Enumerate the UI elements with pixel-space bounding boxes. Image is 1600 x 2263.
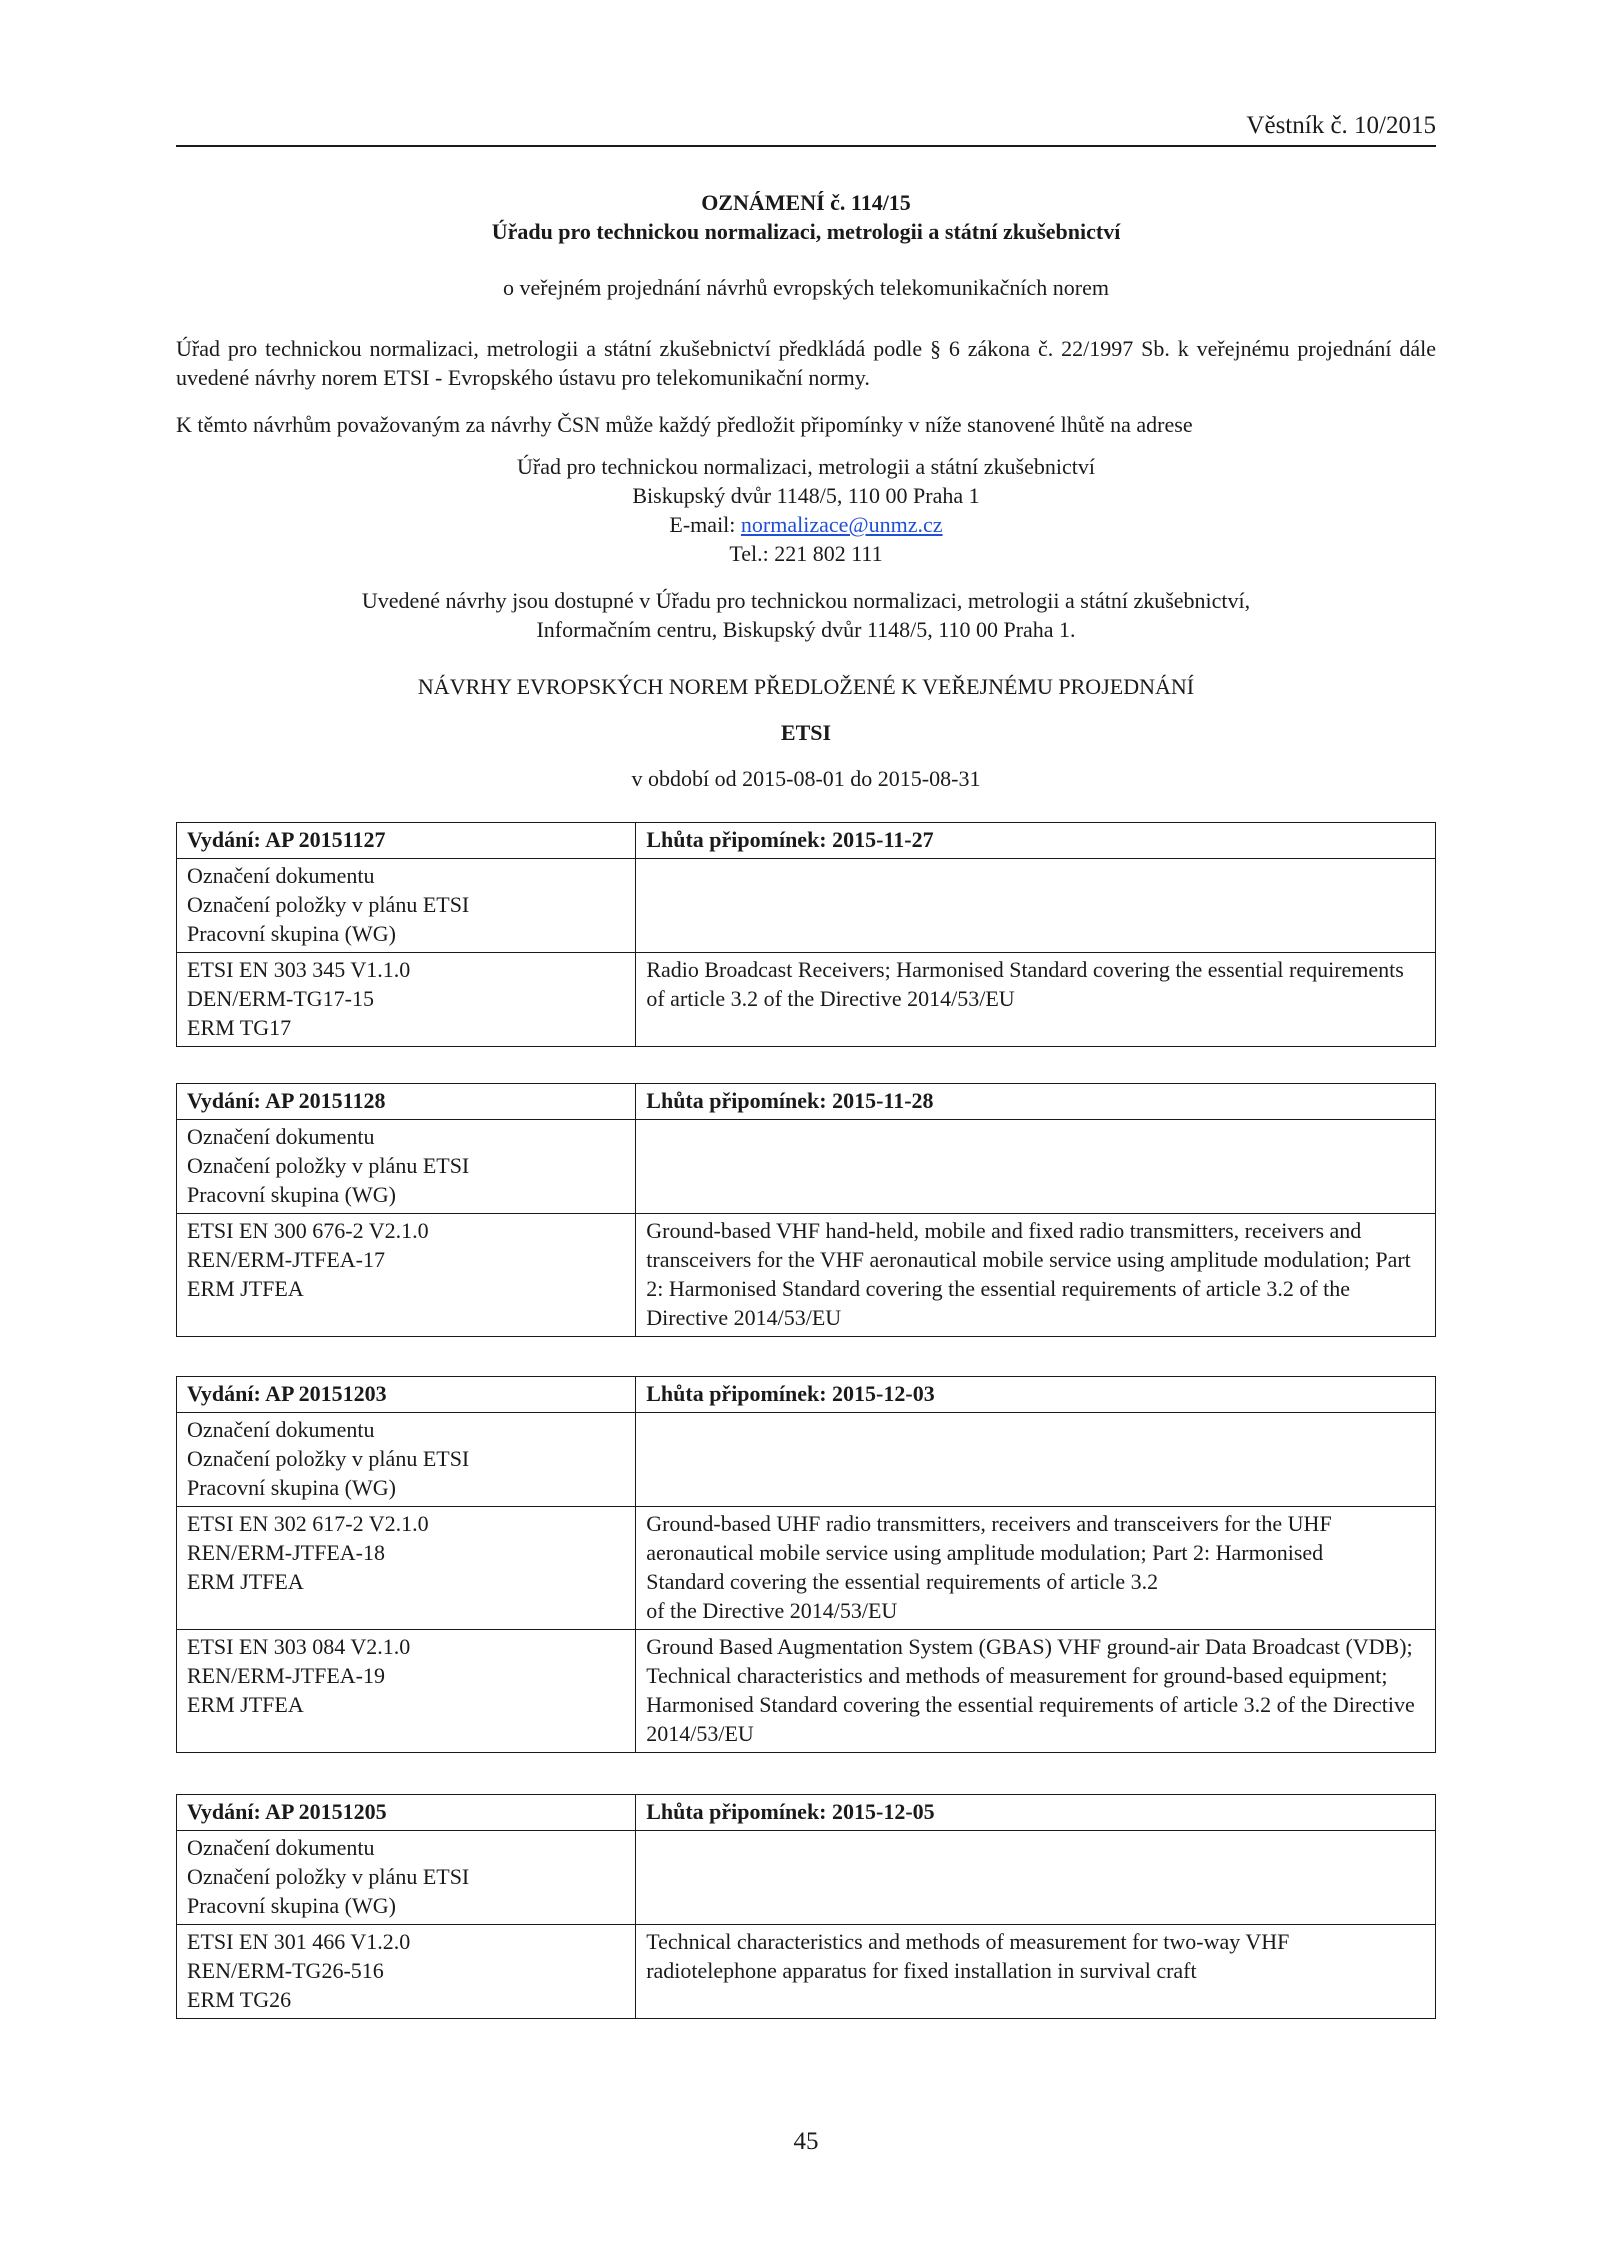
working-group: ERM JTFEA xyxy=(187,1276,304,1301)
availability-line-1: Uvedené návrhy jsou dostupné v Úřadu pro technickou normalizaci, metrologii a státní zkušebnictví, xyxy=(361,588,1251,613)
legend-plan-item: Označení položky v plánu ETSI xyxy=(187,1153,470,1178)
standard-title-line: Ground-based UHF radio transmitters, receivers and transceivers for the UHF xyxy=(646,1511,1332,1536)
issue-number: Vydání: AP 20151205 xyxy=(177,1795,636,1831)
standard-title-line: Standard covering the essential requirements of article 3.2 xyxy=(646,1569,1159,1594)
working-group: ERM TG26 xyxy=(187,1987,292,2012)
standard-title xyxy=(636,1507,1436,1630)
comment-deadline: Lhůta připomínek: 2015-12-03 xyxy=(636,1377,1436,1413)
legend-cell xyxy=(177,859,636,953)
document-id: ETSI EN 303 345 V1.1.0 xyxy=(187,957,411,982)
legend-empty-cell xyxy=(636,1120,1436,1214)
standard-title-line: aeronautical mobile service using amplitude modulation; Part 2: Harmonised xyxy=(646,1540,1324,1565)
document-id: ETSI EN 300 676-2 V2.1.0 xyxy=(187,1218,429,1243)
issue-table xyxy=(176,1083,1436,1337)
comments-paragraph: K těmto návrhům považovaným za návrhy ČSN může každý předložit připomínky v níže stanovené lhůtě na adrese xyxy=(176,412,1193,437)
plan-item-id: REN/ERM-JTFEA-17 xyxy=(187,1247,385,1272)
legend-plan-item: Označení položky v plánu ETSI xyxy=(187,1446,470,1471)
legend-working-group: Pracovní skupina (WG) xyxy=(187,1475,396,1500)
legend-empty-cell xyxy=(636,1413,1436,1507)
section-period: v období od 2015-08-01 do 2015-08-31 xyxy=(631,766,981,791)
standard-title: Technical characteristics and methods of measurement for two-way VHF radiotelephone apparatus for fixed installation in survival craft xyxy=(636,1925,1436,2019)
legend-working-group: Pracovní skupina (WG) xyxy=(187,1893,396,1918)
availability-note xyxy=(176,586,1436,644)
intro-paragraph: Úřad pro technickou normalizaci, metrologii a státní zkušebnictví předkládá podle § 6 zákona č. 22/1997 Sb. k veřejnému projednání dále uvedené návrhy norem ETSI - Evropského ústavu pro telekomunikační normy. xyxy=(176,336,1436,390)
address-street: Biskupský dvůr 1148/5, 110 00 Praha 1 xyxy=(632,483,980,508)
working-group: ERM JTFEA xyxy=(187,1692,304,1717)
plan-item-id: DEN/ERM-TG17-15 xyxy=(187,986,374,1011)
legend-document-id: Označení dokumentu xyxy=(187,1124,375,1149)
document-id: ETSI EN 302 617-2 V2.1.0 xyxy=(187,1511,429,1536)
legend-document-id: Označení dokumentu xyxy=(187,1417,375,1442)
legend-cell xyxy=(177,1120,636,1214)
issue-number: Vydání: AP 20151127 xyxy=(177,823,636,859)
issue-number: Vydání: AP 20151128 xyxy=(177,1084,636,1120)
legend-empty-cell xyxy=(636,859,1436,953)
availability-line-2: Informačním centru, Biskupský dvůr 1148/5, 110 00 Praha 1. xyxy=(536,617,1076,642)
standard-ids-cell xyxy=(177,953,636,1047)
section-heading: NÁVRHY EVROPSKÝCH NOREM PŘEDLOŽENÉ K VEŘEJNÉMU PROJEDNÁNÍ xyxy=(417,674,1195,699)
document-id: ETSI EN 301 466 V1.2.0 xyxy=(187,1929,411,1954)
working-group: ERM TG17 xyxy=(187,1015,292,1040)
email-link[interactable]: normalizace@unmz.cz xyxy=(740,512,943,537)
comment-deadline: Lhůta připomínek: 2015-12-05 xyxy=(636,1795,1436,1831)
comment-deadline: Lhůta připomínek: 2015-11-28 xyxy=(636,1084,1436,1120)
page-number: 45 xyxy=(793,2128,819,2155)
announcement-topic: o veřejném projednání návrhů evropských telekomunikačních norem xyxy=(502,275,1110,300)
standard-title: Ground-based VHF hand-held, mobile and fixed radio transmitters, receivers and transceivers for the VHF aeronautical mobile service using amplitude modulation; Part 2: Harmonised Standard covering the essential requirements of article 3.2 of the Directive 2014/53/EU xyxy=(636,1214,1436,1337)
issue-number: Vydání: AP 20151203 xyxy=(177,1377,636,1413)
issue-table xyxy=(176,822,1436,1047)
issue-table xyxy=(176,1376,1436,1753)
legend-plan-item: Označení položky v plánu ETSI xyxy=(187,892,470,917)
plan-item-id: REN/ERM-TG26-516 xyxy=(187,1958,384,1983)
address-phone: Tel.: 221 802 111 xyxy=(729,541,883,566)
legend-working-group: Pracovní skupina (WG) xyxy=(187,1182,396,1207)
standard-ids-cell xyxy=(177,1630,636,1753)
address-email-line xyxy=(176,510,1436,539)
legend-document-id: Označení dokumentu xyxy=(187,863,375,888)
section-org: ETSI xyxy=(780,720,832,745)
plan-item-id: REN/ERM-JTFEA-19 xyxy=(187,1663,385,1688)
legend-plan-item: Označení položky v plánu ETSI xyxy=(187,1864,470,1889)
plan-item-id: REN/ERM-JTFEA-18 xyxy=(187,1540,385,1565)
standard-title-line: of the Directive 2014/53/EU xyxy=(646,1598,898,1623)
standard-ids-cell xyxy=(177,1507,636,1630)
announcement-title: OZNÁMENÍ č. 114/15 xyxy=(701,190,911,215)
announcement-subtitle: Úřadu pro technickou normalizaci, metrologii a státní zkušebnictví xyxy=(491,219,1121,244)
standard-ids-cell xyxy=(177,1925,636,2019)
standard-title: Radio Broadcast Receivers; Harmonised Standard covering the essential requirements of article 3.2 of the Directive 2014/53/EU xyxy=(636,953,1436,1047)
address-block xyxy=(176,452,1436,568)
document-page xyxy=(176,0,1436,2263)
address-org: Úřad pro technickou normalizaci, metrologii a státní zkušebnictví xyxy=(517,454,1095,479)
header-rule xyxy=(176,145,1436,147)
legend-cell xyxy=(177,1831,636,1925)
issue-table xyxy=(176,1794,1436,2019)
comment-deadline: Lhůta připomínek: 2015-11-27 xyxy=(636,823,1436,859)
standard-title: Ground Based Augmentation System (GBAS) VHF ground-air Data Broadcast (VDB); Technical characteristics and methods of measurement for ground-based equipment; Harmonised Standard covering the essential requirements of article 3.2 of the Directive 2014/53/EU xyxy=(636,1630,1436,1753)
legend-empty-cell xyxy=(636,1831,1436,1925)
email-label: E-mail: xyxy=(669,512,741,537)
journal-title: Věstník č. 10/2015 xyxy=(1246,112,1436,139)
document-id: ETSI EN 303 084 V2.1.0 xyxy=(187,1634,411,1659)
working-group: ERM JTFEA xyxy=(187,1569,304,1594)
legend-document-id: Označení dokumentu xyxy=(187,1835,375,1860)
legend-cell xyxy=(177,1413,636,1507)
standard-ids-cell xyxy=(177,1214,636,1337)
legend-working-group: Pracovní skupina (WG) xyxy=(187,921,396,946)
